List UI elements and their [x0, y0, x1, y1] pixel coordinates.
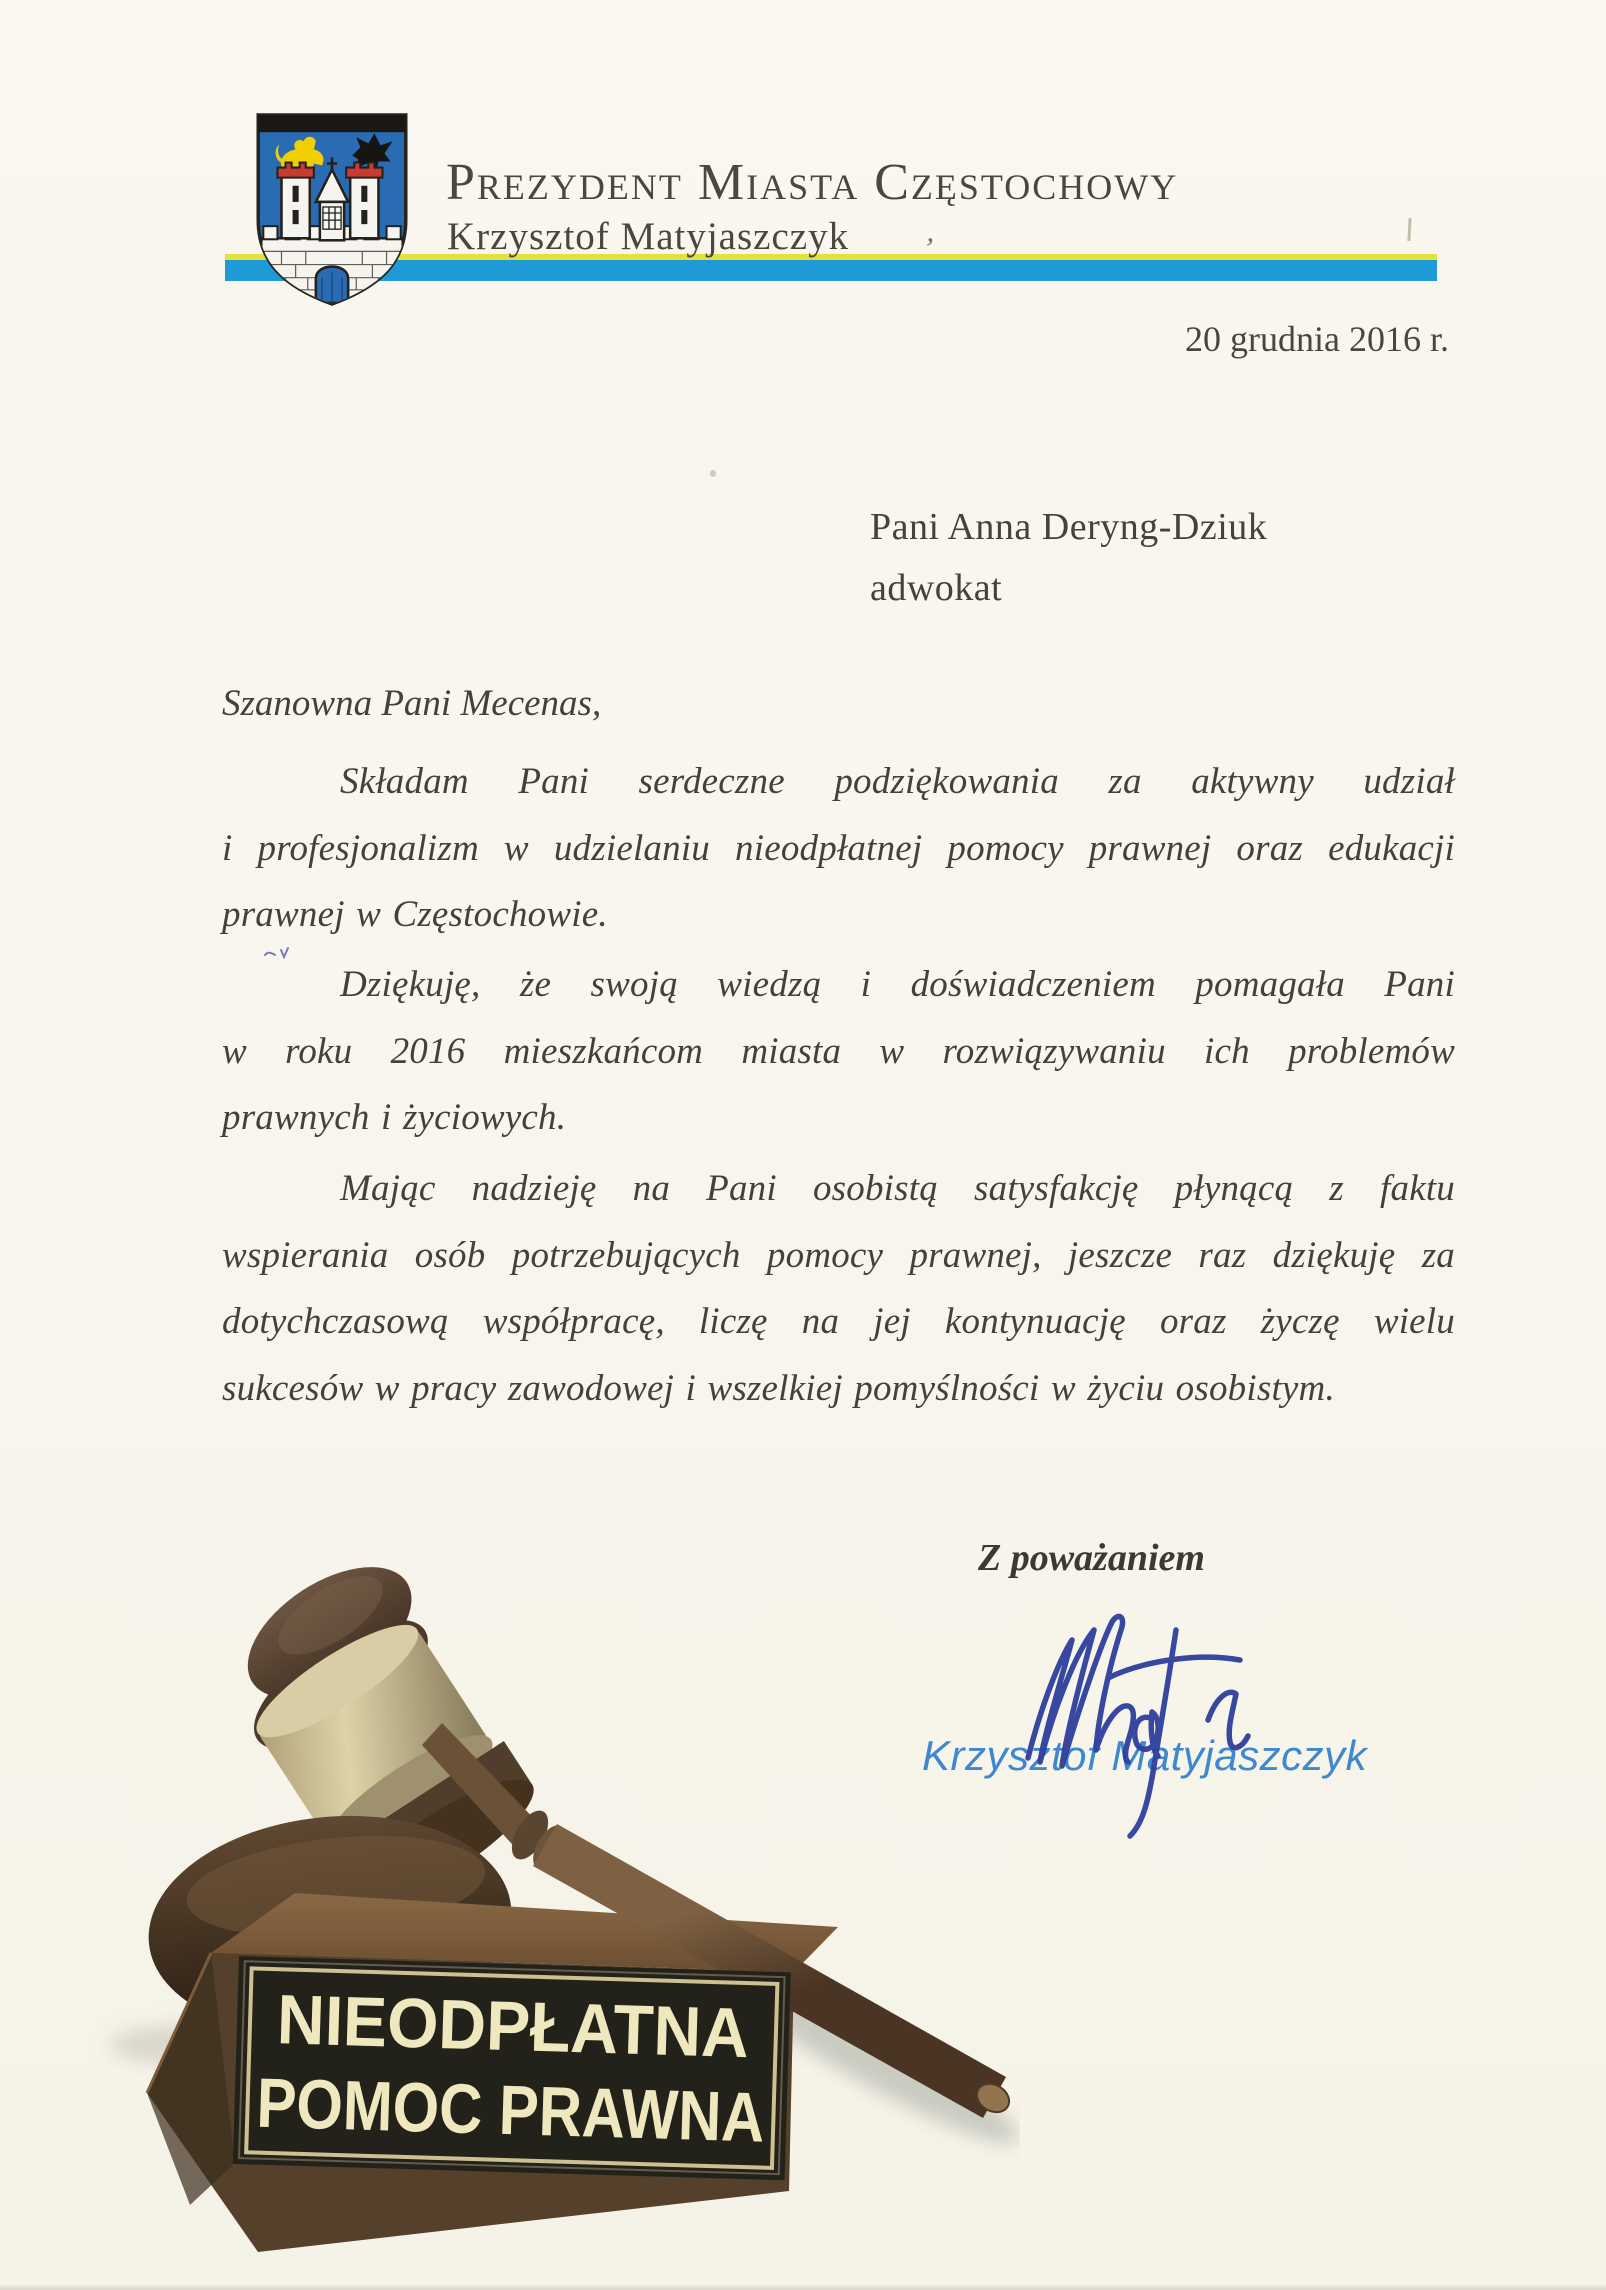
scan-bottom-edge [0, 2284, 1606, 2290]
signer-name: Krzysztof Matyjaszczyk [922, 1732, 1368, 1779]
body-line: Dziękuję, że swoją wiedzą i doświadczeniem pomagała Pani [340, 964, 1455, 1005]
body-line: w roku 2016 mieszkańcom miasta w rozwiązywaniu ich problemów [222, 1030, 1455, 1072]
body-paragraph [222, 952, 1455, 1152]
gavel-graphic [90, 1565, 1020, 2275]
body-line: i profesjonalizm w udzielaniu nieodpłatnej pomocy prawnej oraz edukacji [222, 827, 1455, 869]
body-paragraph [222, 1156, 1455, 1422]
recipient-name: Pani Anna Deryng-Dziuk [870, 506, 1268, 548]
scan-artifact-speck [710, 470, 716, 477]
sign-line-2: POMOC PRAWNA [255, 2063, 853, 2160]
sign-plaque [233, 1956, 853, 2180]
body-line: Mając nadzieję na Pani osobistą satysfakcję płynącą z faktu [340, 1168, 1455, 1209]
sign-line-1: NIEODPŁATNA [275, 1980, 779, 2073]
signature-ink [1000, 1600, 1270, 1840]
scan-artifact-edge-tick [1407, 218, 1411, 241]
body-line: sukcesów w pracy zawodowej i wszelkiej pomyślności w życiu osobistym. [222, 1367, 1335, 1409]
letterhead-subtitle: Krzysztof Matyjaszczyk [447, 215, 850, 258]
recipient-title: adwokat [870, 567, 1003, 609]
body-line: prawnych i życiowych. [222, 1097, 567, 1138]
salutation: Szanowna Pani Mecenas, [222, 683, 602, 724]
body-paragraph [222, 749, 1455, 949]
scan-artifact-blue-mark [262, 944, 296, 962]
body-line: prawnej w Częstochowie. [222, 894, 608, 935]
coat-of-arms-icon [251, 111, 413, 309]
body-line: dotychczasową współpracę, liczę na jej kontynuację oraz życzę wielu [222, 1301, 1455, 1342]
body-line: wspierania osób potrzebujących pomocy prawnej, jeszcze raz dziękuję za [222, 1234, 1455, 1276]
valediction: Z poważaniem [978, 1537, 1205, 1579]
letterhead-title: Prezydent Miasta Częstochowy [446, 154, 1179, 211]
scan-artifact-tick: ’ [921, 231, 937, 266]
date-line: 20 grudnia 2016 r. [1185, 319, 1449, 359]
body-line: Składam Pani serdeczne podziękowania za aktywny udział [340, 761, 1455, 802]
